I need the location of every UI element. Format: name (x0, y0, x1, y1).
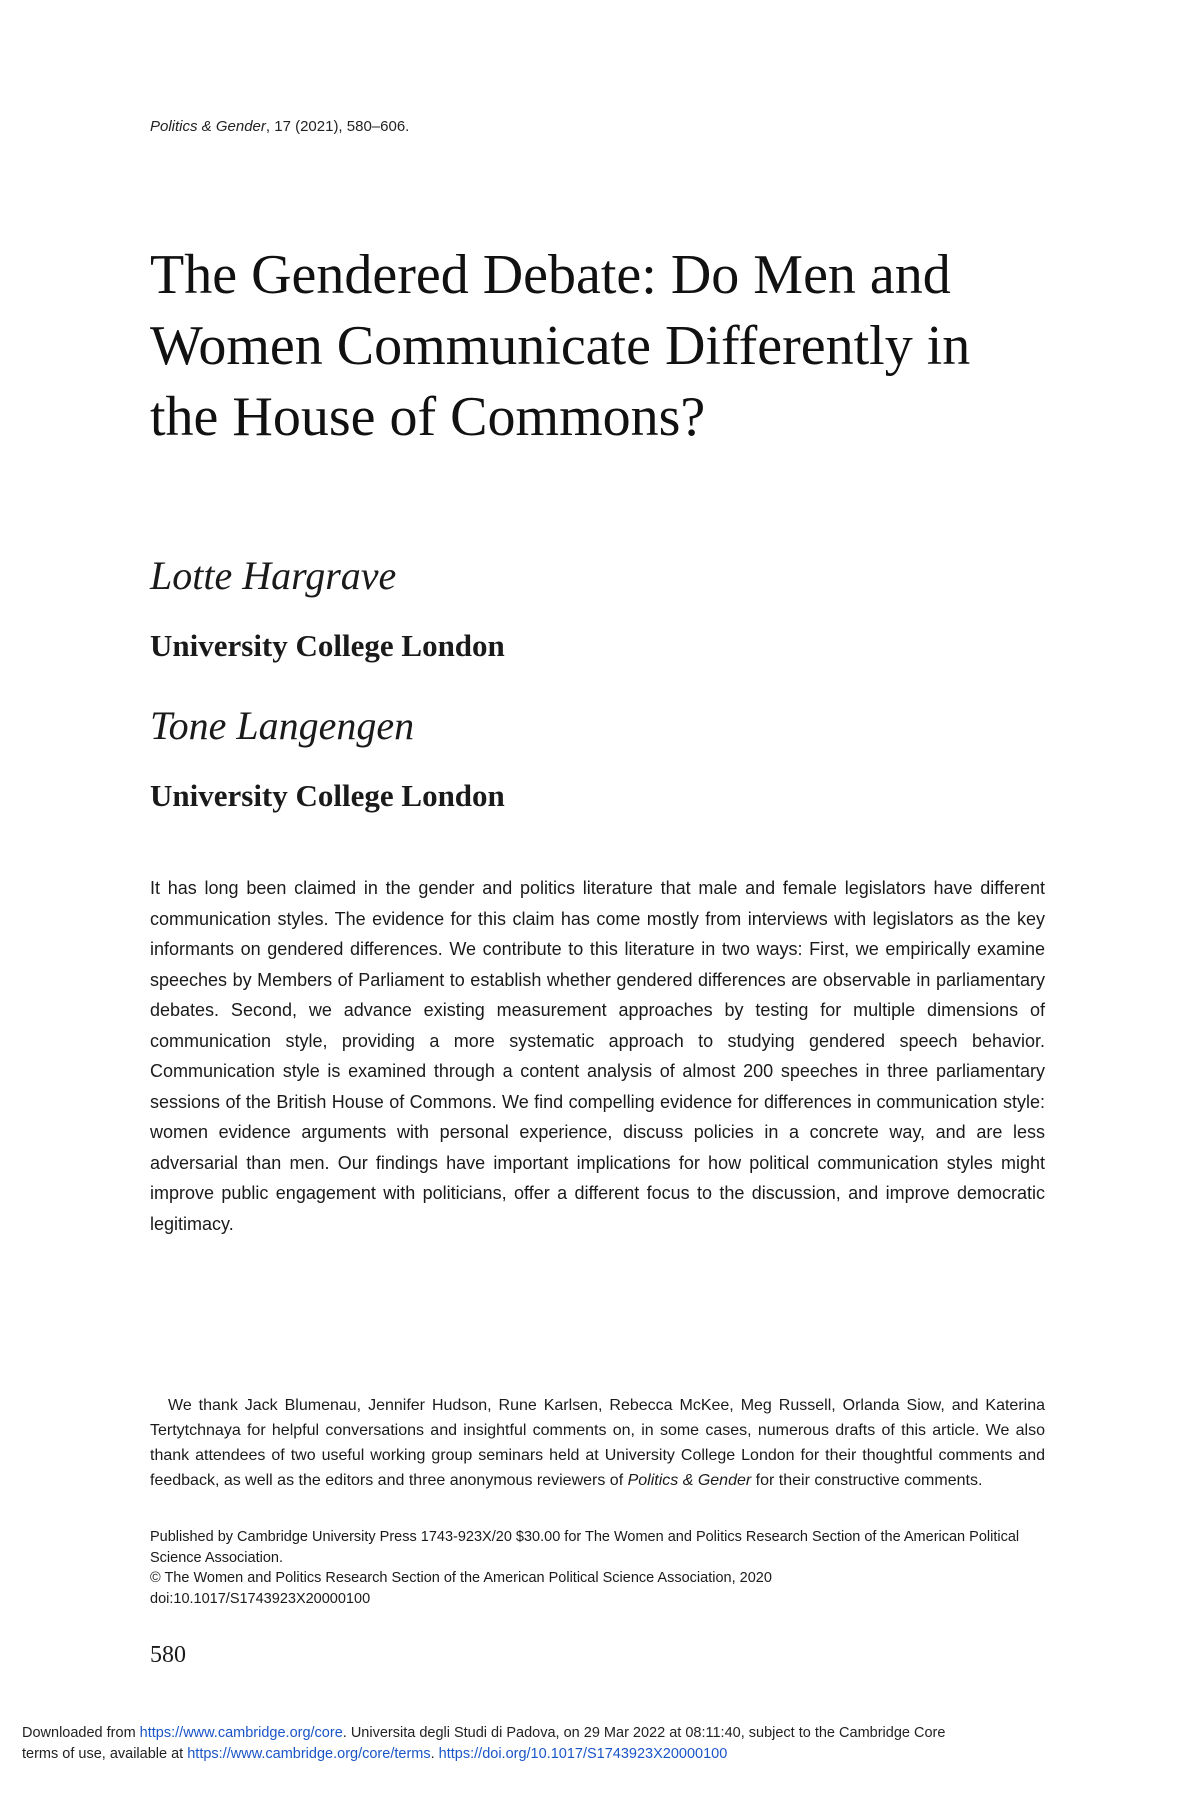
doi-link[interactable]: https://doi.org/10.1017/S1743923X20000100 (438, 1745, 728, 1762)
author-name: Tone Langengen (150, 703, 415, 748)
author-affiliation: University College London (150, 778, 505, 813)
journal-volume-pages: , 17 (2021), 580–606. (265, 118, 410, 135)
publisher-statement: Published by Cambridge University Press 1743-923X/20 $30.00 for The Women and Politics Research Section of the American Political Science Association. (150, 1529, 1020, 1566)
doi: doi:10.1017/S1743923X20000100 (150, 1590, 371, 1607)
download-prefix: Downloaded from (22, 1725, 140, 1741)
journal-name: Politics & Gender (150, 118, 266, 135)
terms-link[interactable]: https://www.cambridge.org/core/terms (187, 1745, 431, 1762)
author-name: Lotte Hargrave (150, 553, 397, 598)
download-footer (22, 1723, 1182, 1764)
acknowledgement-footnote (150, 1393, 1045, 1493)
download-details: . Universita degli Studi di Padova, on 29 Mar 2022 at 08:11:40, subject to the Cambridge Core (342, 1725, 946, 1741)
journal-citation (150, 118, 409, 135)
acknowledgement-journal: Politics & Gender (627, 1472, 752, 1489)
cambridge-core-link[interactable]: https://www.cambridge.org/core (139, 1725, 343, 1741)
copyright-statement: © The Women and Politics Research Section of the American Political Science Association, 2020 (150, 1570, 772, 1586)
author-affiliation: University College London (150, 628, 505, 663)
publication-info (150, 1527, 1045, 1609)
link-separator: . (430, 1745, 439, 1762)
article-title: The Gendered Debate: Do Men and Women Communicate Differently in the House of Commons? (150, 244, 971, 448)
acknowledgement-text-end: for their constructive comments. (751, 1472, 983, 1489)
acknowledgement-text: We thank Jack Blumenau, Jennifer Hudson, Rune Karlsen, Rebecca McKee, Meg Russell, Orlanda Siow, and Katerina Tertytchnaya for helpful conversations and insightful comments on, in some cases, numerous drafts of this article. We also thank attendees of two useful working group seminars held at University College London for their thoughtful comments and feedback, as well as the editors and three anonymous reviewers of (150, 1397, 1045, 1489)
abstract: It has long been claimed in the gender and politics literature that male and female legislators have different communication styles. The evidence for this claim has come mostly from interviews with legislators as the key informants on gendered differences. We contribute to this literature in two ways: First, we empirically examine speeches by Members of Parliament to establish whether gendered differences are observable in parliamentary debates. Second, we advance existing measurement approaches by testing for multiple dimensions of communication style, providing a more systematic approach to studying gendered speech behavior. Communication style is examined through a content analysis of almost 200 speeches in three parliamentary sessions of the British House of Commons. We find compelling evidence for differences in communication style: women evidence arguments with personal experience, discuss policies in a concrete way, and are less adversarial than men. Our findings have important implications for how political communication styles might improve public engagement with politicians, offer a different focus to the discussion, and improve democratic legitimacy. (150, 878, 1045, 1234)
page-number: 580 (150, 1642, 186, 1668)
terms-prefix: terms of use, available at (22, 1745, 188, 1762)
